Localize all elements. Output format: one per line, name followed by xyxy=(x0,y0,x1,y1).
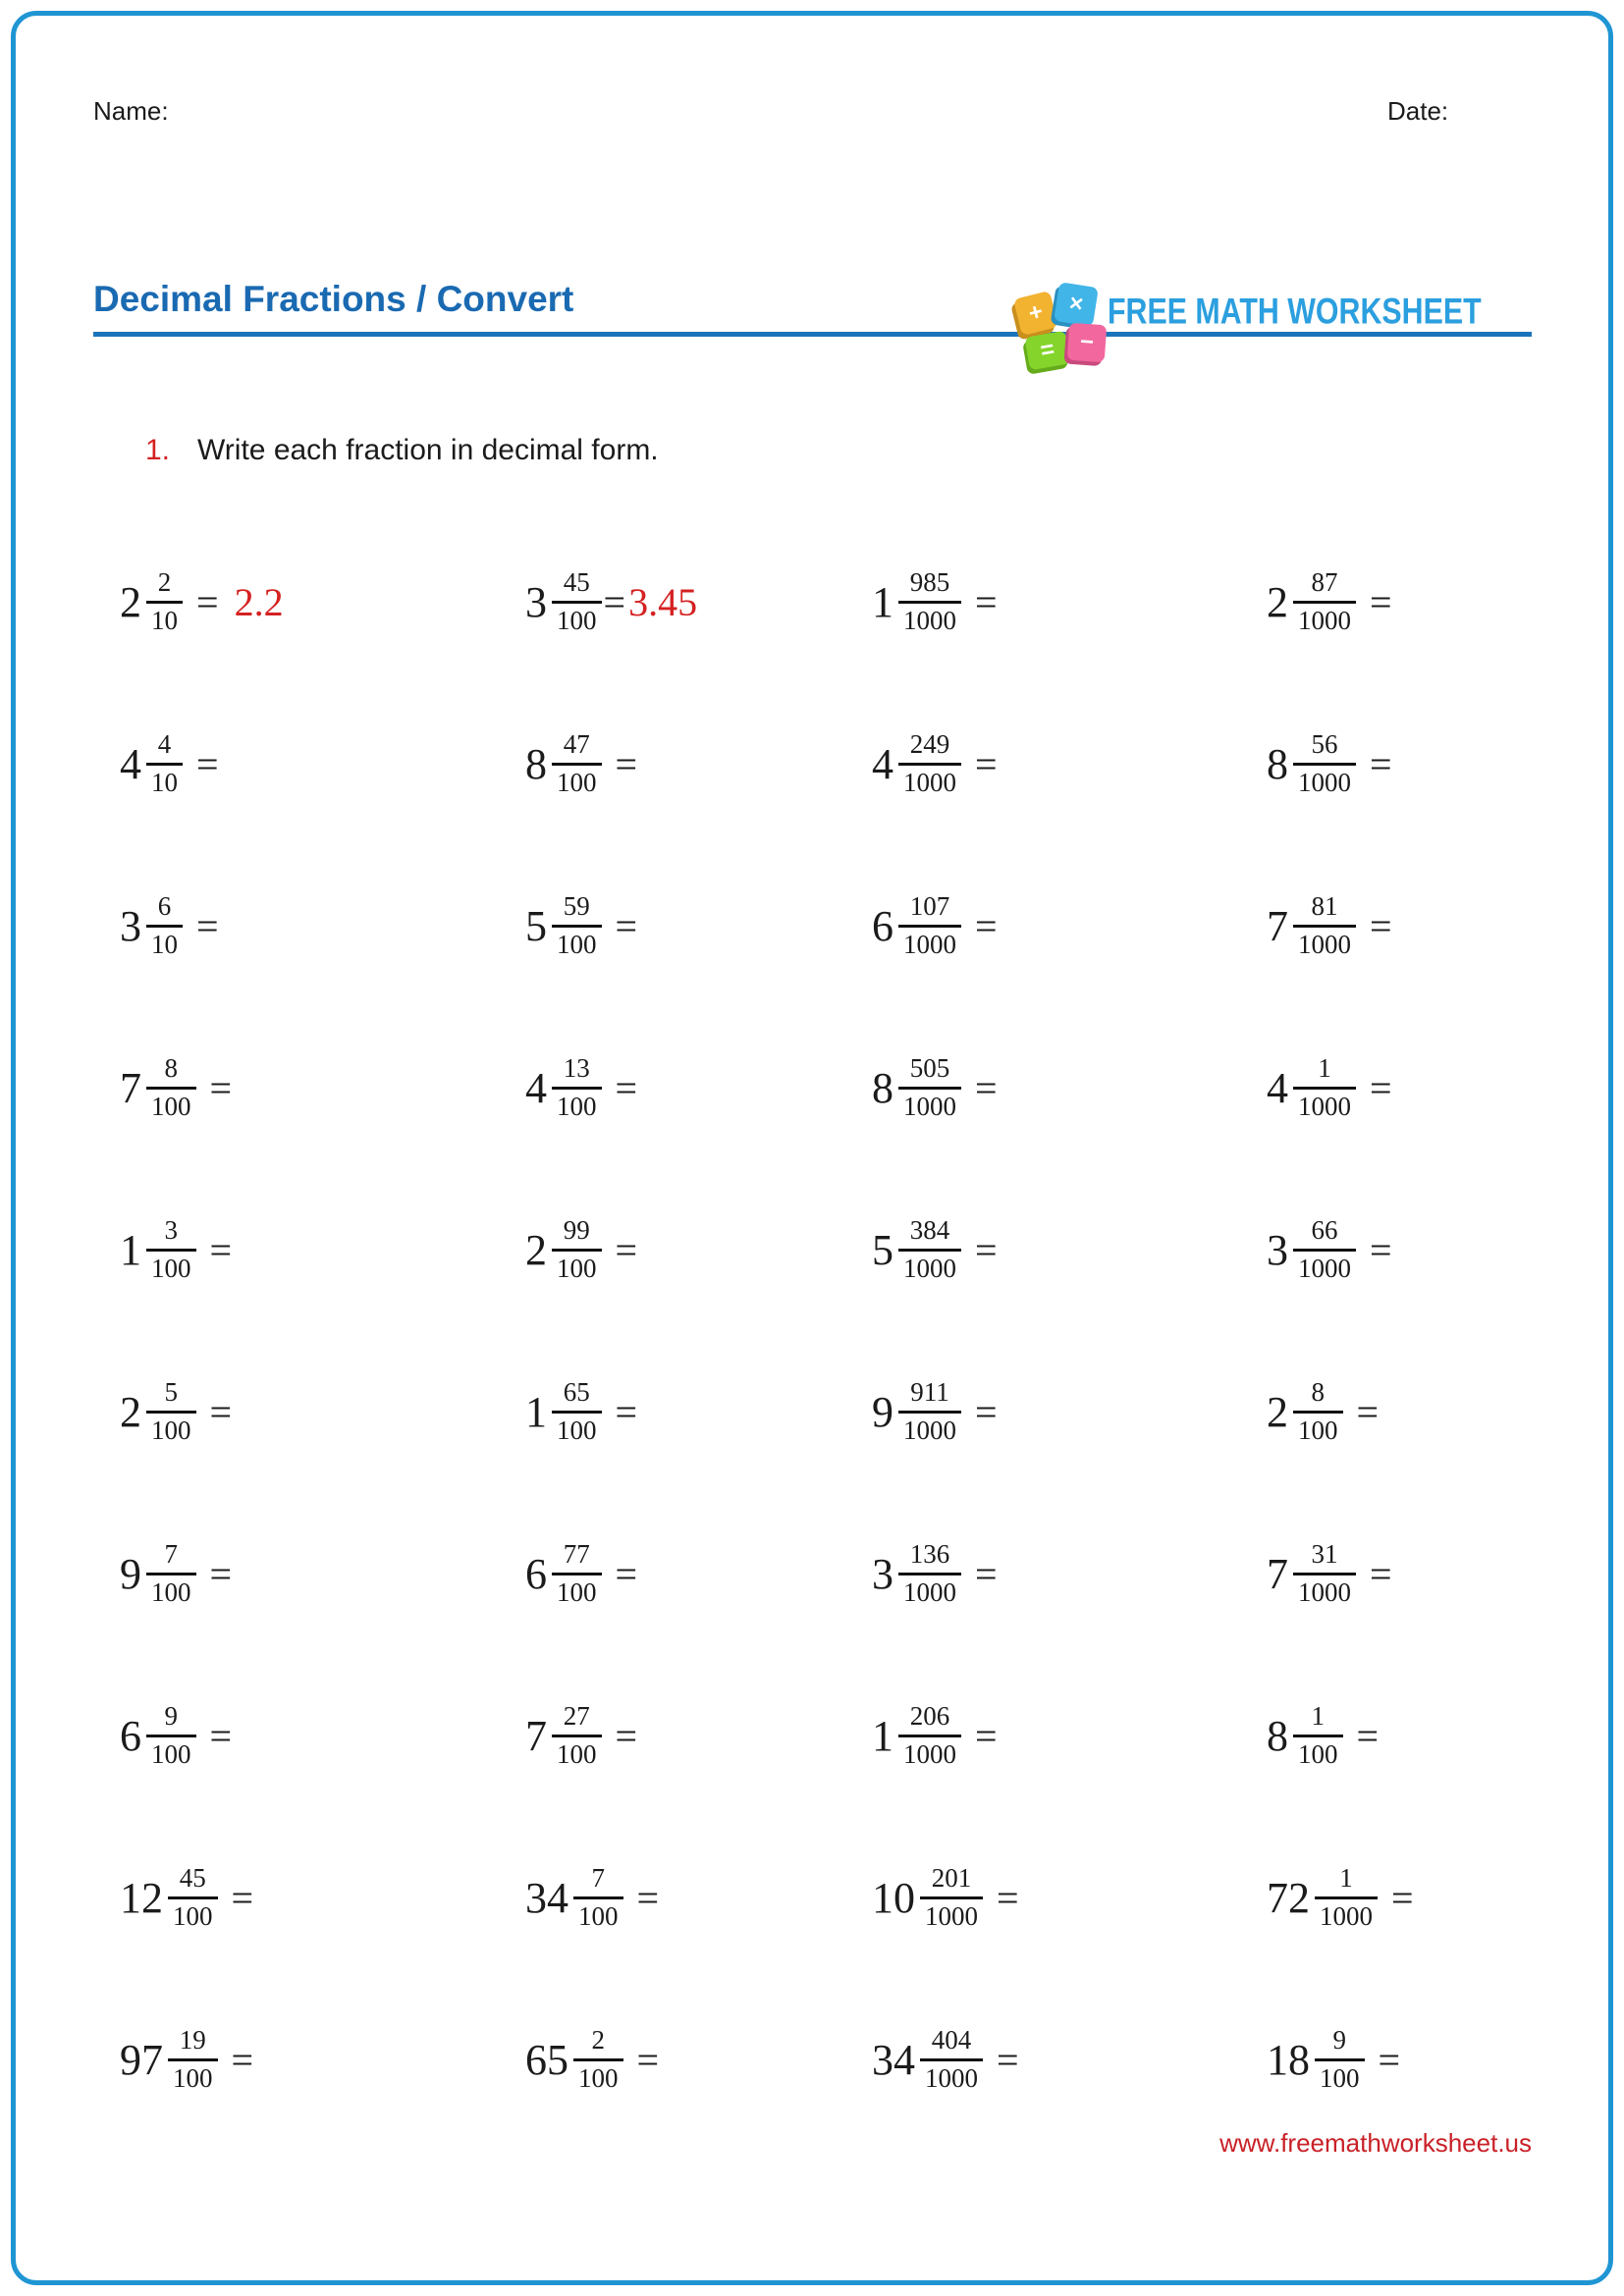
fraction-bar xyxy=(898,1411,961,1414)
fraction-bar xyxy=(898,763,961,766)
fraction-problem xyxy=(1173,683,1532,845)
fraction-problem xyxy=(1173,1493,1532,1655)
fraction-problem xyxy=(1173,845,1532,1007)
fraction-bar xyxy=(1293,1735,1343,1737)
numerator: 99 xyxy=(563,1215,590,1246)
fraction-bar xyxy=(146,1087,196,1090)
fraction-problem xyxy=(98,845,457,1007)
equals-sign: = xyxy=(231,2037,254,2082)
whole-number: 4 xyxy=(525,1063,547,1112)
fraction-bar xyxy=(898,601,961,604)
whole-number: 6 xyxy=(525,1549,547,1598)
numerator: 65 xyxy=(563,1377,590,1408)
whole-number: 2 xyxy=(120,577,141,626)
numerator: 404 xyxy=(931,2025,972,2056)
fraction-bar xyxy=(1293,925,1356,928)
fraction-bar xyxy=(1293,1087,1356,1090)
whole-number: 2 xyxy=(120,1387,141,1436)
whole-number: 4 xyxy=(120,739,141,788)
whole-number: 7 xyxy=(120,1063,141,1112)
equals-sign: = xyxy=(196,579,219,624)
fraction xyxy=(898,730,961,797)
equals-sign: = xyxy=(615,1551,638,1596)
numerator: 249 xyxy=(909,729,950,760)
fraction-problem xyxy=(457,1655,815,1817)
fraction xyxy=(1293,1378,1343,1445)
title-divider xyxy=(93,332,1532,337)
denominator: 100 xyxy=(151,1739,191,1769)
equals-sign: = xyxy=(209,1551,233,1596)
equals-sign: = xyxy=(209,1713,233,1758)
denominator: 1000 xyxy=(925,1901,978,1931)
fraction-problem xyxy=(98,1331,457,1493)
numerator: 911 xyxy=(910,1377,949,1408)
whole-number: 3 xyxy=(525,577,547,626)
fraction-problem xyxy=(457,1331,815,1493)
fraction-problem xyxy=(815,1169,1173,1331)
fraction xyxy=(1293,1054,1356,1121)
whole-number: 1 xyxy=(872,577,893,626)
fraction xyxy=(898,1702,961,1769)
fraction-bar xyxy=(552,763,602,766)
fraction-problem xyxy=(457,1979,815,2141)
equals-sign: = xyxy=(1370,1227,1392,1272)
denominator: 100 xyxy=(557,1254,597,1283)
fraction-bar xyxy=(168,2058,218,2061)
numerator: 45 xyxy=(563,567,590,598)
whole-number: 6 xyxy=(120,1711,141,1760)
numerator: 2 xyxy=(591,2025,605,2056)
equals-sign: = xyxy=(615,741,638,786)
fraction-problem xyxy=(815,1655,1173,1817)
numerator: 384 xyxy=(909,1215,950,1246)
fraction-bar xyxy=(552,1735,602,1737)
denominator: 100 xyxy=(151,1092,191,1121)
equals-sign: = xyxy=(997,1875,1019,1920)
fraction-problem xyxy=(815,521,1173,683)
numerator: 201 xyxy=(931,1863,972,1894)
fraction xyxy=(146,568,183,635)
equals-sign: = xyxy=(615,1227,638,1272)
denominator: 1000 xyxy=(925,2063,978,2093)
whole-number: 34 xyxy=(872,2035,915,2084)
numerator: 985 xyxy=(909,567,950,598)
fraction-bar xyxy=(1315,2058,1365,2061)
fraction xyxy=(898,568,961,635)
numerator: 56 xyxy=(1311,729,1338,760)
denominator: 1000 xyxy=(1298,930,1351,959)
fraction-bar xyxy=(146,1411,196,1414)
fraction xyxy=(898,1378,961,1445)
fraction-bar xyxy=(898,1249,961,1252)
fraction xyxy=(1293,892,1356,959)
whole-number: 8 xyxy=(872,1063,893,1112)
equals-sign: = xyxy=(1391,1875,1414,1920)
equals-sign: = xyxy=(997,2037,1019,2082)
whole-number: 7 xyxy=(1267,1549,1288,1598)
fraction xyxy=(552,1540,602,1607)
fraction-problem xyxy=(98,683,457,845)
whole-number: 5 xyxy=(525,901,547,950)
whole-number: 18 xyxy=(1267,2035,1310,2084)
fraction-bar xyxy=(920,1896,983,1899)
denominator: 1000 xyxy=(1298,768,1351,797)
denominator: 1000 xyxy=(903,1739,956,1769)
equals-sign: = xyxy=(975,1389,998,1434)
fraction-problem xyxy=(457,521,815,683)
denominator: 1000 xyxy=(903,1577,956,1607)
whole-number: 2 xyxy=(525,1225,547,1274)
fraction-bar xyxy=(552,1087,602,1090)
fraction xyxy=(552,1054,602,1121)
fraction xyxy=(146,1054,196,1121)
equals-sign: = xyxy=(209,1065,233,1110)
fraction-bar xyxy=(146,1249,196,1252)
fraction-problem xyxy=(1173,1817,1532,1979)
fraction xyxy=(573,2026,623,2093)
times-tile-icon: × xyxy=(1054,282,1099,327)
fraction-bar xyxy=(552,601,602,604)
equals-sign: = xyxy=(1370,903,1392,948)
numerator: 77 xyxy=(563,1539,590,1570)
fraction-problem xyxy=(1173,1169,1532,1331)
numerator: 6 xyxy=(157,891,172,922)
fraction xyxy=(1293,1216,1356,1283)
fraction-bar xyxy=(146,1735,196,1737)
whole-number: 8 xyxy=(1267,1711,1288,1760)
fraction xyxy=(552,568,602,635)
whole-number: 4 xyxy=(1267,1063,1288,1112)
numerator: 5 xyxy=(164,1377,178,1408)
fraction xyxy=(573,1864,623,1931)
fraction xyxy=(146,730,183,797)
fraction xyxy=(920,2026,983,2093)
denominator: 1000 xyxy=(903,1092,956,1121)
fraction xyxy=(168,2026,218,2093)
equals-sign: = xyxy=(1370,741,1392,786)
equals-sign: = xyxy=(636,1875,660,1920)
equals-sign: = xyxy=(1356,1713,1380,1758)
whole-number: 1 xyxy=(872,1711,893,1760)
fraction xyxy=(1293,1702,1343,1769)
equals-tile-icon: = xyxy=(1024,331,1070,371)
fraction xyxy=(898,1054,961,1121)
equals-sign: = xyxy=(209,1389,233,1434)
numerator: 136 xyxy=(909,1539,950,1570)
whole-number: 7 xyxy=(525,1711,547,1760)
equals-sign: = xyxy=(196,741,219,786)
numerator: 2 xyxy=(157,567,172,598)
denominator: 1000 xyxy=(1298,1254,1351,1283)
fraction xyxy=(1315,1864,1378,1931)
denominator: 10 xyxy=(151,606,178,635)
equals-sign: = xyxy=(196,903,219,948)
minus-tile-icon: − xyxy=(1067,323,1108,363)
whole-number: 1 xyxy=(120,1225,141,1274)
denominator: 1000 xyxy=(903,930,956,959)
fraction-problem xyxy=(815,1817,1173,1979)
numerator: 206 xyxy=(909,1701,950,1732)
fraction-bar xyxy=(552,1249,602,1252)
fraction xyxy=(168,1864,218,1931)
denominator: 100 xyxy=(557,1739,597,1769)
fraction-bar xyxy=(898,1735,961,1737)
fraction xyxy=(146,892,183,959)
equals-sign: = xyxy=(975,903,998,948)
fraction xyxy=(552,892,602,959)
page-title: Decimal Fractions / Convert xyxy=(93,279,574,319)
numerator: 107 xyxy=(909,891,950,922)
whole-number: 9 xyxy=(872,1387,893,1436)
equals-sign: = xyxy=(1370,1065,1392,1110)
fraction xyxy=(1293,730,1356,797)
fraction xyxy=(146,1540,196,1607)
fraction-problem xyxy=(98,1493,457,1655)
fraction-problem xyxy=(815,1331,1173,1493)
brand-name: FREE MATH WORKSHEET xyxy=(1108,291,1482,332)
fraction-bar xyxy=(146,601,183,604)
question-number: 1. xyxy=(145,434,171,466)
fraction-problem xyxy=(457,1817,815,1979)
denominator: 100 xyxy=(557,1415,597,1445)
fraction-problem xyxy=(457,1493,815,1655)
fraction-problem xyxy=(457,1169,815,1331)
fraction-bar xyxy=(898,925,961,928)
denominator: 1000 xyxy=(1298,1092,1351,1121)
fraction-problem xyxy=(1173,1007,1532,1169)
footer-url: www.freemathworksheet.us xyxy=(1219,2128,1532,2158)
fraction-bar xyxy=(146,763,183,766)
numerator: 1 xyxy=(1311,1701,1325,1732)
answer-value: 3.45 xyxy=(628,579,698,624)
whole-number: 5 xyxy=(872,1225,893,1274)
fraction-bar xyxy=(573,1896,623,1899)
whole-number: 34 xyxy=(525,1873,568,1922)
fraction-problem xyxy=(457,1007,815,1169)
denominator: 100 xyxy=(1320,2063,1360,2093)
denominator: 100 xyxy=(151,1577,191,1607)
fraction xyxy=(146,1378,196,1445)
denominator: 1000 xyxy=(1298,1577,1351,1607)
fraction xyxy=(1315,2026,1365,2093)
whole-number: 65 xyxy=(525,2035,568,2084)
equals-sign: = xyxy=(975,1551,998,1596)
numerator: 8 xyxy=(1311,1377,1325,1408)
fraction-problem xyxy=(98,521,457,683)
denominator: 100 xyxy=(151,1254,191,1283)
equals-sign: = xyxy=(1370,1551,1392,1596)
fraction-problem xyxy=(98,1655,457,1817)
fraction xyxy=(898,892,961,959)
whole-number: 3 xyxy=(120,901,141,950)
fraction xyxy=(1293,568,1356,635)
fraction-bar xyxy=(146,1573,196,1575)
fraction-problem xyxy=(98,1979,457,2141)
fraction-bar xyxy=(1293,1249,1356,1252)
numerator: 87 xyxy=(1311,567,1338,598)
problems-grid xyxy=(98,521,1532,2141)
whole-number: 3 xyxy=(872,1549,893,1598)
fraction xyxy=(552,1216,602,1283)
fraction-bar xyxy=(1293,1573,1356,1575)
denominator: 100 xyxy=(557,606,597,635)
equals-sign: = xyxy=(209,1227,233,1272)
whole-number: 2 xyxy=(1267,577,1288,626)
fraction-bar xyxy=(168,1896,218,1899)
equals-sign: = xyxy=(615,903,638,948)
fraction-bar xyxy=(552,1573,602,1575)
fraction-bar xyxy=(1293,601,1356,604)
numerator: 81 xyxy=(1311,891,1338,922)
fraction xyxy=(552,1702,602,1769)
fraction xyxy=(552,1378,602,1445)
whole-number: 9 xyxy=(120,1549,141,1598)
denominator: 100 xyxy=(1298,1739,1338,1769)
equals-sign: = xyxy=(1378,2037,1401,2082)
fraction xyxy=(146,1702,196,1769)
denominator: 1000 xyxy=(903,1254,956,1283)
denominator: 100 xyxy=(557,1092,597,1121)
numerator: 19 xyxy=(179,2025,206,2056)
equals-sign: = xyxy=(975,1065,998,1110)
whole-number: 6 xyxy=(872,901,893,950)
fraction-problem xyxy=(98,1817,457,1979)
denominator: 1000 xyxy=(1298,606,1351,635)
denominator: 1000 xyxy=(903,1415,956,1445)
numerator: 505 xyxy=(909,1053,950,1084)
fraction xyxy=(146,1216,196,1283)
denominator: 10 xyxy=(151,768,178,797)
numerator: 13 xyxy=(563,1053,590,1084)
fraction-problem xyxy=(1173,1331,1532,1493)
fraction-bar xyxy=(552,925,602,928)
equals-sign: = xyxy=(975,1713,998,1758)
numerator: 1 xyxy=(1339,1863,1353,1894)
denominator: 100 xyxy=(151,1415,191,1445)
whole-number: 8 xyxy=(1267,739,1288,788)
numerator: 66 xyxy=(1311,1215,1338,1246)
fraction-bar xyxy=(898,1573,961,1575)
fraction xyxy=(898,1540,961,1607)
answer-value: 2.2 xyxy=(234,579,284,624)
denominator: 100 xyxy=(1298,1415,1338,1445)
fraction-problem xyxy=(815,1007,1173,1169)
whole-number: 1 xyxy=(525,1387,547,1436)
fraction-problem xyxy=(815,1979,1173,2141)
denominator: 1000 xyxy=(903,768,956,797)
whole-number: 7 xyxy=(1267,901,1288,950)
fraction-problem xyxy=(1173,1655,1532,1817)
whole-number: 72 xyxy=(1267,1873,1310,1922)
name-label: Name: xyxy=(93,96,169,126)
equals-sign: = xyxy=(615,1389,638,1434)
numerator: 3 xyxy=(164,1215,178,1246)
fraction-problem xyxy=(457,845,815,1007)
denominator: 100 xyxy=(578,1901,619,1931)
whole-number: 97 xyxy=(120,2035,163,2084)
equals-sign: = xyxy=(1356,1389,1380,1434)
fraction-problem xyxy=(98,1169,457,1331)
date-label: Date: xyxy=(1387,96,1449,126)
denominator: 1000 xyxy=(1320,1901,1373,1931)
brand-logo-icon xyxy=(1013,283,1121,373)
numerator: 31 xyxy=(1311,1539,1338,1570)
denominator: 100 xyxy=(173,2063,213,2093)
equals-sign: = xyxy=(975,1227,998,1272)
fraction-bar xyxy=(920,2058,983,2061)
numerator: 4 xyxy=(157,729,172,760)
fraction-bar xyxy=(898,1087,961,1090)
fraction-problem xyxy=(98,1007,457,1169)
equals-sign: = xyxy=(975,579,998,624)
fraction xyxy=(920,1864,983,1931)
equals-sign: = xyxy=(603,579,626,624)
whole-number: 10 xyxy=(872,1873,915,1922)
equals-sign: = xyxy=(231,1875,254,1920)
whole-number: 8 xyxy=(525,739,547,788)
fraction-bar xyxy=(573,2058,623,2061)
equals-sign: = xyxy=(615,1065,638,1110)
numerator: 27 xyxy=(563,1701,590,1732)
fraction xyxy=(898,1216,961,1283)
equals-sign: = xyxy=(975,741,998,786)
denominator: 100 xyxy=(173,1901,213,1931)
numerator: 1 xyxy=(1318,1053,1331,1084)
fraction-bar xyxy=(146,925,183,928)
denominator: 10 xyxy=(151,930,178,959)
fraction-bar xyxy=(1315,1896,1378,1899)
question-line xyxy=(145,434,659,467)
numerator: 9 xyxy=(164,1701,178,1732)
fraction-bar xyxy=(1293,763,1356,766)
fraction-bar xyxy=(552,1411,602,1414)
equals-sign: = xyxy=(615,1713,638,1758)
plus-tile-icon: + xyxy=(1013,291,1058,336)
denominator: 100 xyxy=(578,2063,619,2093)
fraction-problem xyxy=(815,1493,1173,1655)
fraction-bar xyxy=(1293,1411,1343,1414)
fraction-problem xyxy=(815,845,1173,1007)
question-text: Write each fraction in decimal form. xyxy=(197,434,659,466)
whole-number: 3 xyxy=(1267,1225,1288,1274)
fraction xyxy=(1293,1540,1356,1607)
whole-number: 12 xyxy=(120,1873,163,1922)
numerator: 7 xyxy=(164,1539,178,1570)
numerator: 47 xyxy=(563,729,590,760)
fraction-problem xyxy=(457,683,815,845)
numerator: 59 xyxy=(563,891,590,922)
fraction-problem xyxy=(1173,1979,1532,2141)
whole-number: 4 xyxy=(872,739,893,788)
numerator: 9 xyxy=(1332,2025,1346,2056)
denominator: 1000 xyxy=(903,606,956,635)
denominator: 100 xyxy=(557,768,597,797)
numerator: 45 xyxy=(179,1863,206,1894)
denominator: 100 xyxy=(557,1577,597,1607)
numerator: 8 xyxy=(164,1053,178,1084)
equals-sign: = xyxy=(1370,579,1392,624)
whole-number: 2 xyxy=(1267,1387,1288,1436)
fraction-problem xyxy=(1173,521,1532,683)
denominator: 100 xyxy=(557,930,597,959)
numerator: 7 xyxy=(591,1863,605,1894)
fraction xyxy=(552,730,602,797)
fraction-problem xyxy=(815,683,1173,845)
equals-sign: = xyxy=(636,2037,660,2082)
